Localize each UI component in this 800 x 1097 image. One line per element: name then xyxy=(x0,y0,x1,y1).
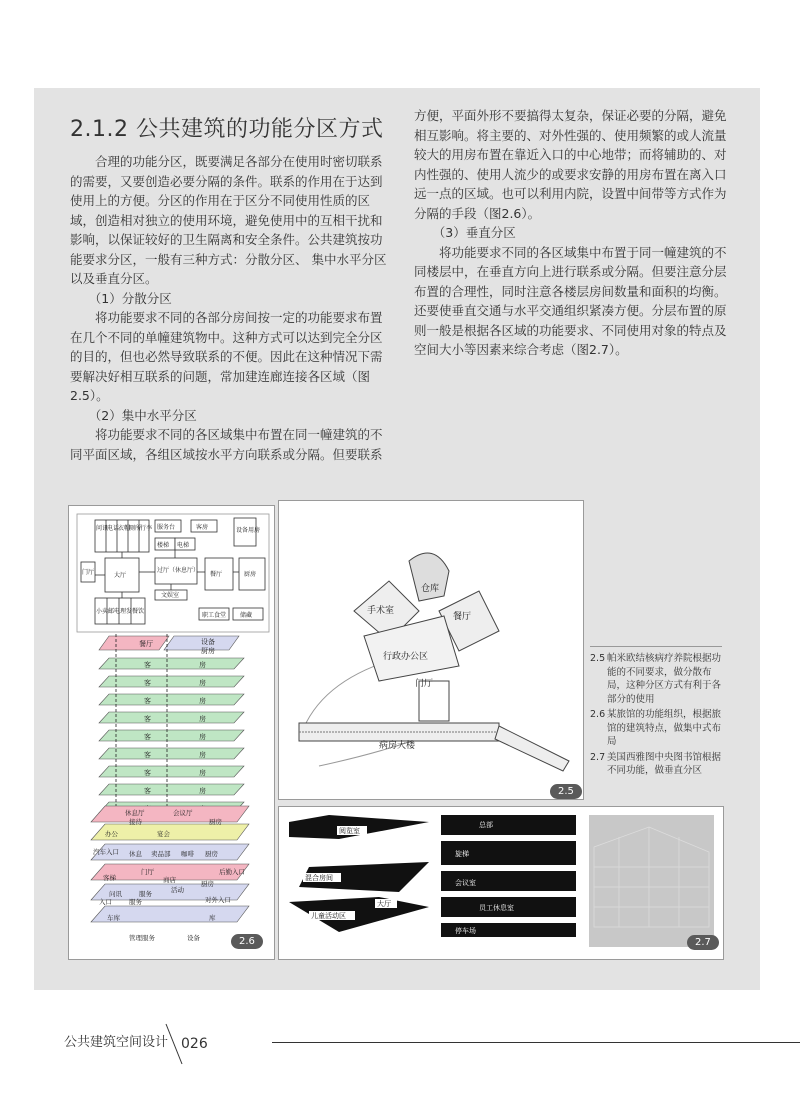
caption-2 xyxy=(590,751,722,778)
dining-label: 餐厅 xyxy=(210,571,223,578)
guest-floor-plate xyxy=(99,784,244,795)
mixed-room-label: 混合房间 xyxy=(305,874,333,882)
guest-floor-plate xyxy=(99,730,244,741)
admin-area-label: 行政办公区 xyxy=(383,652,429,662)
public-floor-label: 活动 xyxy=(171,886,184,894)
guest-floor-label-right: 房 xyxy=(199,769,206,777)
guest-floor-label-right: 房 xyxy=(199,733,206,741)
footer-book-title: 公共建筑空间设计 xyxy=(64,1035,169,1050)
entrance-label: 门厅 xyxy=(82,569,95,576)
bottom-row-label-1: 邮电 xyxy=(108,608,121,615)
left-paragraph-3: （2）集中水平分区 xyxy=(88,407,197,423)
public-floor-plate xyxy=(91,806,249,822)
public-floor-label: 汽车入口 xyxy=(93,848,119,856)
right-paragraph-2: 将功能要求不同的各区域集中布置于同一幢建筑的不同楼层中，在垂直方向上进行联系或分隔。但要注意分层布置的合理性，同时注意各楼层房间数量和面积的均衡。还要使垂直交通与水平交通组织紧凑方便。分层布置的原则一般是根据各区域的功能要求、不同使用对象的特点及空间大小等因素来综合考虑（图2.7）。 xyxy=(414,244,727,357)
spiral-label: 旋梯 xyxy=(455,850,469,858)
left-paragraph-0: 合理的功能分区，既要满足各部分在使用时密切联系的需要，又要创造必要分隔的条件。联系的作用在于达到使用上的方便。分区的作用在于区分不同使用性质的区域，创造相对独立的使用环境，避免使用中的互相干扰和影响，以保证较好的卫生隔离和安全条件。公共建筑按功能要求分区，一般有三种方式：分散分区、 集中水平分区以及垂直分区。 xyxy=(70,154,387,286)
guest-floor-label-right: 房 xyxy=(199,697,206,705)
guest-floor-label-left: 客 xyxy=(144,733,151,741)
hall-label: 大厅 xyxy=(114,572,127,579)
left-paragraph-1: （1）分散分区 xyxy=(88,290,172,306)
figure-captions xyxy=(590,652,722,780)
stack-top-kitchen: 厨房 xyxy=(201,647,215,655)
public-floor-label: 休息 xyxy=(129,850,142,858)
kitchen-label: 厨房 xyxy=(244,571,257,578)
public-floor-label: 卖品部 xyxy=(151,850,171,858)
left-text-column xyxy=(70,152,392,464)
guest-floor-label-right: 房 xyxy=(199,715,206,723)
children-area-label: 儿童活动区 xyxy=(311,912,346,920)
public-floor-label: 厨房 xyxy=(201,880,214,888)
figure-2-5-badge: 2.5 xyxy=(550,784,582,799)
headquarters-label: 总部 xyxy=(479,821,493,829)
stair-label: 楼梯 xyxy=(157,542,170,549)
reading-room-label: 阅览室 xyxy=(339,827,360,835)
public-floor-label: 门厅 xyxy=(141,868,154,876)
top-row-label-2: 衣帽 xyxy=(118,525,131,532)
caption-text: 某旅馆的功能组织，根据旅馆的建筑特点，做集中式布局 xyxy=(607,709,722,747)
caption-number: 2.7 xyxy=(590,751,606,763)
figure-2-6 xyxy=(68,505,275,960)
guest-floor-label-left: 客 xyxy=(144,661,151,669)
right-paragraph-0: 方便，平面外形不要搞得太复杂，保证必要的分隔，避免相互影响。将主要的、对外性强的、使用频繁的或人流量较大的用房布置在靠近入口的中心地带；而将辅助的、对内性强的、使用人流少的或要求安静的用房布置在离入口远一点的区域。也可以利用内院，设置中间带等方式作为分隔的手段（图2.6）。 xyxy=(414,108,727,221)
stack-top-equipment: 设备 xyxy=(201,638,215,646)
figure-2-7-drawing xyxy=(279,807,723,959)
caption-rule xyxy=(590,646,722,647)
top-row-label-0: 问讯 xyxy=(96,525,109,532)
operating-room-label: 手术室 xyxy=(367,606,395,616)
right-text-column xyxy=(414,106,730,360)
staff-lounge-label: 员工休息室 xyxy=(479,904,514,912)
public-floor-label: 车库 xyxy=(107,914,120,922)
ward-building-label: 病房大楼 xyxy=(379,741,416,751)
guest-floor-plate xyxy=(99,658,244,669)
public-floor-label: 服务 xyxy=(139,890,152,898)
section-heading: 2.1.2 公共建筑的功能分区方式 xyxy=(70,117,384,142)
guest-floor-label-left: 客 xyxy=(144,769,151,777)
left-paragraph-4: 将功能要求不同的各区域集中布置在同一幢建筑的不同平面区域，各组区域按水平方向联系或分隔。但要联系 xyxy=(70,427,383,462)
public-floor-label: 入口 xyxy=(99,898,112,906)
figure-2-7-badge: 2.7 xyxy=(687,935,719,950)
top-row-label-3: 厕所 xyxy=(129,525,142,532)
right-paragraph-1: （3）垂直分区 xyxy=(432,225,516,240)
guest-floor-plate xyxy=(99,748,244,759)
caption-0 xyxy=(590,652,722,706)
public-floor-label: 厨房 xyxy=(209,818,222,826)
top-row-label-4: 行李 xyxy=(140,525,153,532)
guest-floor-label-right: 房 xyxy=(199,751,206,759)
public-floor-label: 宴会 xyxy=(157,830,170,838)
figure-2-5 xyxy=(278,500,584,800)
storage-label: 储藏 xyxy=(240,612,253,619)
guest-floor-plate xyxy=(99,712,244,723)
caption-number: 2.6 xyxy=(590,709,606,720)
figure-2-5-plan xyxy=(279,501,583,799)
bottom-row-label-0: 小卖 xyxy=(96,608,109,615)
great-hall-label: 大厅 xyxy=(377,900,391,908)
public-floor-label: 接待 xyxy=(129,818,142,826)
parking-label: 停车场 xyxy=(455,927,476,935)
guest-floor-label-left: 客 xyxy=(144,715,151,723)
public-floor-label: 设备 xyxy=(187,934,200,942)
public-floor-label: 后勤入口 xyxy=(219,868,245,876)
top-row-label-1: 电话 xyxy=(107,525,120,532)
lobby-label: 门厅 xyxy=(415,679,434,689)
corridor-label: 过厅（休息厅） xyxy=(157,567,200,574)
culture-room-label: 文娱室 xyxy=(161,592,180,599)
guest-floor-label-left: 客 xyxy=(144,787,151,795)
stack-top-dining-plate xyxy=(99,636,169,650)
equipment-room-label: 设备用房 xyxy=(236,527,261,534)
restaurant-label: 餐厅 xyxy=(453,612,472,622)
guest-room-label: 客房 xyxy=(196,524,209,531)
public-floor-label: 会议厅 xyxy=(173,809,193,817)
service-desk-label: 服务台 xyxy=(157,524,176,531)
public-floor-label: 厨房 xyxy=(205,850,218,858)
public-floor-label: 服务 xyxy=(129,898,142,906)
public-floor-label: 咖啡 xyxy=(181,850,194,858)
staff-canteen-label: 职工食堂 xyxy=(202,612,227,619)
bottom-row-label-2: 理发 xyxy=(120,608,133,615)
figure-2-6-badge: 2.6 xyxy=(231,934,263,949)
public-floor-label: 商店 xyxy=(163,876,176,884)
bottom-row-label-3: 餐饮 xyxy=(132,608,145,615)
public-floor-label: 管理服务 xyxy=(129,934,155,942)
figure-2-7 xyxy=(278,806,724,960)
stack-top-dining: 餐厅 xyxy=(139,640,153,648)
public-floor-label: 库 xyxy=(209,914,216,922)
guest-floor-label-left: 客 xyxy=(144,697,151,705)
public-floor-label: 问讯 xyxy=(109,890,122,898)
guest-floor-label-right: 房 xyxy=(199,679,206,687)
guest-floor-label-right: 房 xyxy=(199,661,206,669)
figure-2-6-drawing xyxy=(69,506,274,959)
footer-rule xyxy=(272,1042,800,1043)
guest-floor-plate xyxy=(99,676,244,687)
caption-text: 帕米欧结核病疗养院根据功能的不同要求，做分散布局，这种分区方式有利于各部分的使用 xyxy=(607,653,722,705)
public-floor-label: 休息厅 xyxy=(125,809,145,817)
guest-floor-plate xyxy=(99,694,244,705)
warehouse-label: 仓库 xyxy=(421,584,440,594)
elevator-label: 电梯 xyxy=(177,542,190,549)
caption-text: 美国西雅图中央图书馆根据不同功能，做垂直分区 xyxy=(607,751,722,776)
guest-floor-label-right: 房 xyxy=(199,787,206,795)
guest-floor-label-left: 客 xyxy=(144,679,151,687)
footer-page-number: 026 xyxy=(181,1036,208,1052)
meeting-room-label: 会议室 xyxy=(455,879,476,887)
left-paragraph-2: 将功能要求不同的各部分房间按一定的功能要求布置在几个不同的单幢建筑物中。这种方式可以达到完全分区的目的，但也必然导致联系的不便。因此在这种情况下需要解决好相互联系的问题，常加建连廊连接各区域（图2.5）。 xyxy=(70,310,383,403)
public-floor-label: 办公 xyxy=(105,830,118,838)
caption-1 xyxy=(590,708,722,749)
caption-number: 2.5 xyxy=(590,653,606,664)
public-floor-label: 对外入口 xyxy=(205,896,231,904)
stack-lower-block xyxy=(91,806,249,942)
guest-floor-label-left: 客 xyxy=(144,751,151,759)
guest-floor-plate xyxy=(99,766,244,777)
public-floor-label: 客梯 xyxy=(103,874,116,882)
